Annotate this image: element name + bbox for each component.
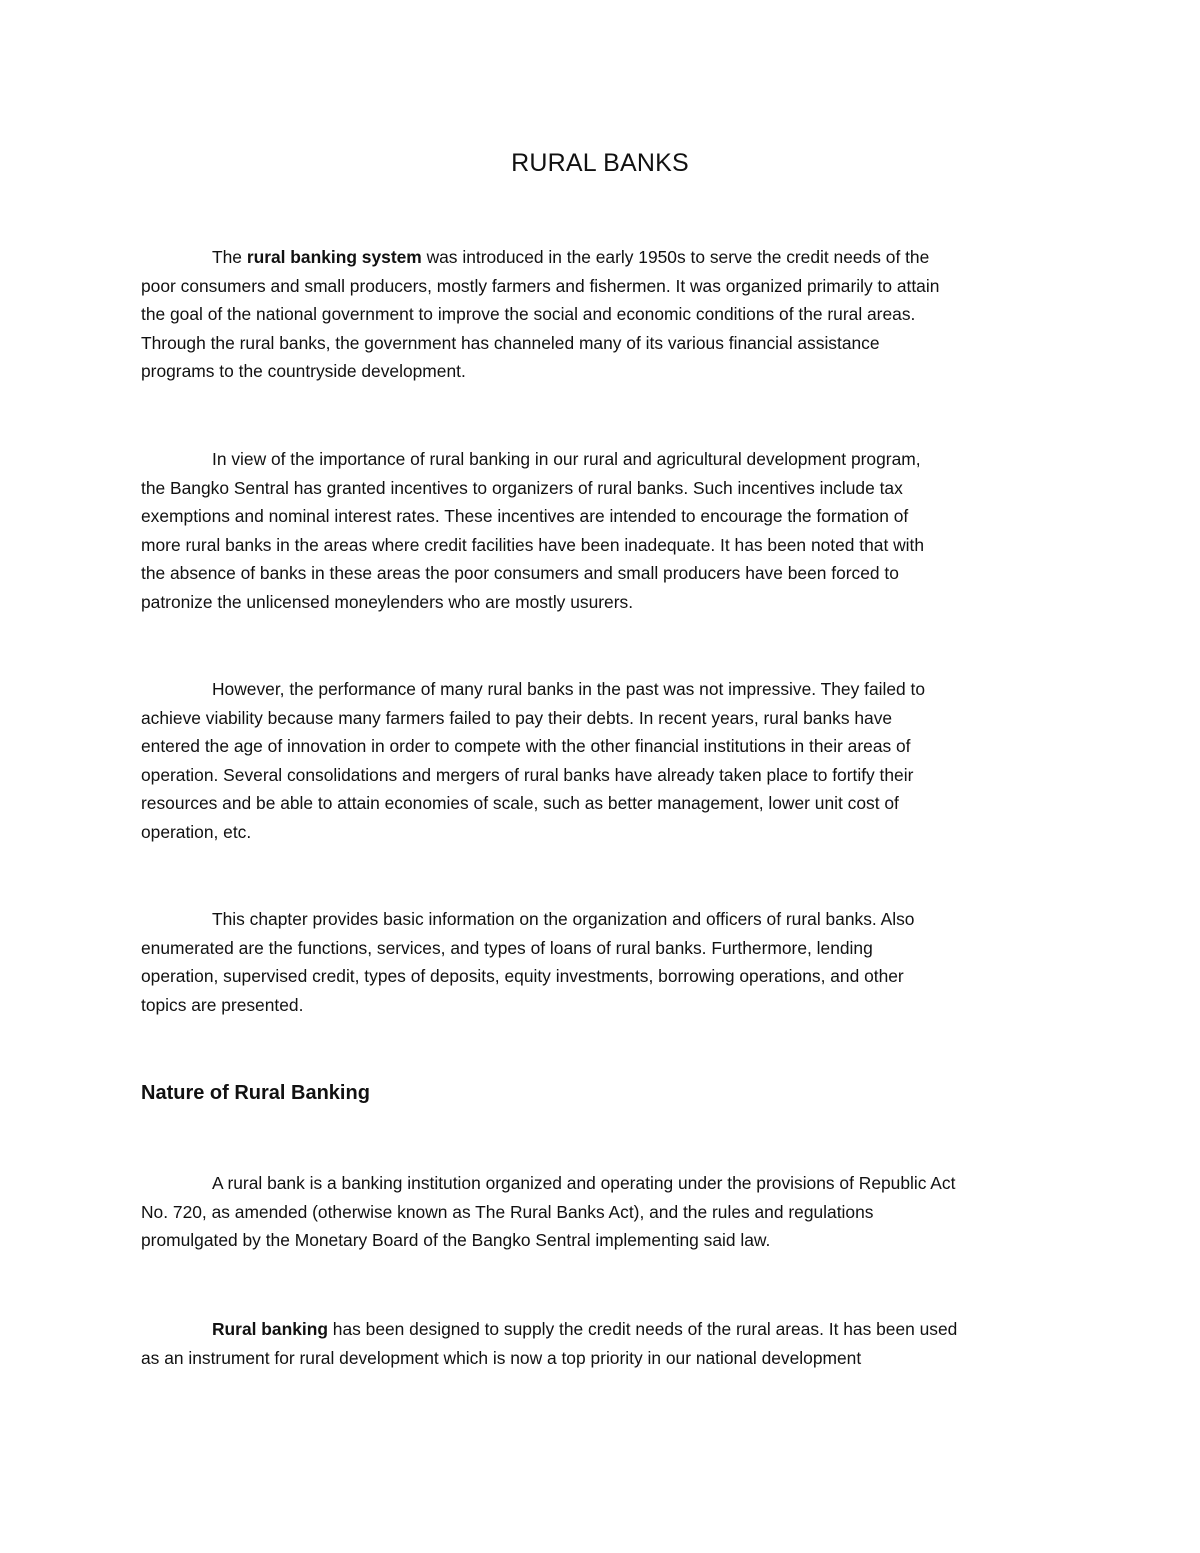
text-run: was introduced in the early 1950s to serve the credit needs of the [421,247,930,267]
paragraph-line: promulgated by the Monetary Board of the Bangko Sentral implementing said law. [141,1230,771,1251]
paragraph-1 [141,243,1061,386]
paragraph-line: the absence of banks in these areas the poor consumers and small producers have been forced to [141,563,899,584]
paragraph-line: Through the rural banks, the government has channeled many of its various financial assistance [141,332,880,353]
paragraph-line: exemptions and nominal interest rates. These incentives are intended to encourage the formation of [141,506,909,527]
text-run: has been designed to supply the credit needs of the rural areas. It has been used [327,1319,958,1339]
bold-term: rural banking system [246,247,422,267]
section-paragraph-1 [141,1169,1061,1255]
paragraph-line: enumerated are the functions, services, and types of loans of rural banks. Furthermore, lending [141,937,873,958]
paragraph-line: the goal of the national government to improve the social and economic conditions of the rural areas. [141,304,916,325]
paragraph-line: This chapter provides basic information on the organization and officers of rural banks. Also [212,909,915,929]
section-heading: Nature of Rural Banking [141,1082,370,1104]
paragraph-line: operation, etc. [141,821,252,842]
paragraph-line [141,1315,1061,1344]
paragraph-line: entered the age of innovation in order to compete with the other financial institutions in their areas of [141,736,911,757]
paragraph-line: the Bangko Sentral has granted incentives to organizers of rural banks. Such incentives include tax [141,477,903,498]
paragraph-line: However, the performance of many rural banks in the past was not impressive. They failed to [212,679,926,699]
paragraph-4 [141,905,1061,1019]
paragraph-line: topics are presented. [141,994,304,1015]
paragraph-line: poor consumers and small producers, mostly farmers and fishermen. It was organized primarily to attain [141,275,940,296]
paragraph-line: In view of the importance of rural banking in our rural and agricultural development program, [212,449,921,469]
paragraph-line: more rural banks in the areas where credit facilities have been inadequate. It has been noted that with [141,534,925,555]
paragraph-line: No. 720, as amended (otherwise known as The Rural Banks Act), and the rules and regulations [141,1201,874,1222]
paragraph-line: operation, supervised credit, types of deposits, equity investments, borrowing operations, and other [141,966,904,987]
document-title: RURAL BANKS [511,149,689,177]
paragraph-line: resources and be able to attain economies of scale, such as better management, lower unit cost of [141,793,899,814]
bold-term: Rural banking [212,1319,328,1339]
paragraph-line: programs to the countryside development. [141,361,466,382]
paragraph-line: achieve viability because many farmers failed to pay their debts. In recent years, rural banks have [141,707,893,728]
paragraph-line [141,243,1061,272]
paragraph-line: operation. Several consolidations and mergers of rural banks have already taken place to fortify their [141,764,914,785]
paragraph-line: A rural bank is a banking institution organized and operating under the provisions of Republic Act [212,1173,956,1193]
paragraph-line: patronize the unlicensed moneylenders who are mostly usurers. [141,591,634,612]
section-paragraph-2 [141,1315,1061,1372]
paragraph-3 [141,675,1061,847]
text-run: The [212,247,247,267]
paragraph-line: as an instrument for rural development which is now a top priority in our national development [141,1347,862,1368]
paragraph-2 [141,445,1061,617]
